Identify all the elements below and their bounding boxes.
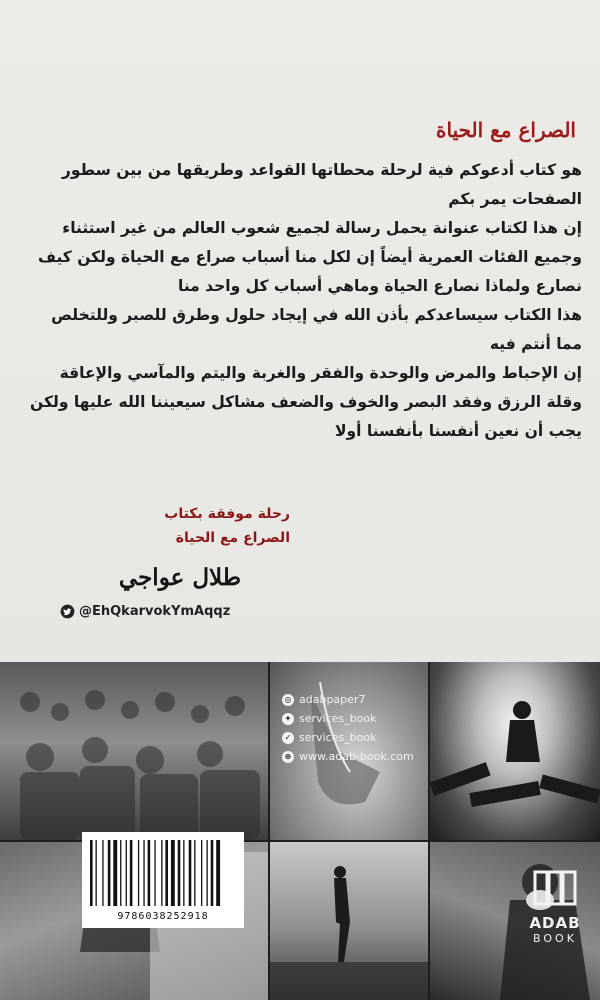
social-links [282,690,432,766]
social-row-3[interactable] [282,728,432,747]
snapchat-icon: ✦ [282,713,294,725]
instagram-icon: ◎ [282,694,294,706]
publisher-logo [522,868,588,946]
publisher-sub: BOOK [533,932,577,945]
photo-silhouette-walking [270,842,428,1000]
blurb-paragraph-4: إن الإحباط والمرض والوحدة والفقر والغربة واليتم والمآسي والإعاقة وقلة الرزق وفقد البصر والخوف والضعف مشاكل سيعيننا الله عليها ولكن يجب أن نعين أنفسنا بأنفسنا أولا [30,364,582,440]
website-url: www.adab-book.com [299,750,414,763]
social-handle-3: services_book [299,731,377,744]
social-row-4[interactable] [282,747,432,766]
twitter-icon: ✓ [282,732,294,744]
photo-sad-person-stairs [430,662,600,840]
twitter-link[interactable] [60,604,230,619]
photo-crowd [0,662,268,840]
blurb-paragraph-3: هذا الكتاب سيساعدكم بأذن الله في إيجاد حلول وطرق للصبر وللتخلص مما أنتم فيه [51,306,582,353]
social-handle-2: services_book [299,712,377,725]
twitter-icon [60,604,75,619]
publisher-name: ADAB [529,914,581,932]
isbn-number: 9786038252918 [117,911,209,922]
blurb-paragraph-2: إن هذا لكتاب عنوانة يحمل رسالة لجميع شعوب العالم من غير استثناء وجميع الفئات العمرية أيضاً إن لكل منا أسباب صراع مع الحياة ولكن كيف نصارع ولماذا نصارع الحياة وماهي أسباب كل واحد منا [38,219,582,295]
globe-icon: ⊕ [282,751,294,763]
social-row-1[interactable] [282,690,432,709]
blurb [22,118,582,446]
barcode [82,832,244,928]
social-row-2[interactable] [282,709,432,728]
endorsement-line-2: الصراع مع الحياة [175,530,290,546]
endorsement-line-1: رحلة موفقة بكتاب [164,506,290,522]
book-icon [532,868,578,908]
social-handle-1: adabpaper7 [299,693,366,706]
author-name: طلال عواجي [118,564,242,591]
blurb-paragraph-1: هو كتاب أدعوكم فية لرحلة محطاتها القواعد وطريقها من بين سطور الصفحات يمر بكم [61,161,582,208]
twitter-handle: @EhQkarvokYmAqqz [79,604,231,619]
endorsement [70,502,290,550]
book-title: الصراع مع الحياة [436,118,576,142]
